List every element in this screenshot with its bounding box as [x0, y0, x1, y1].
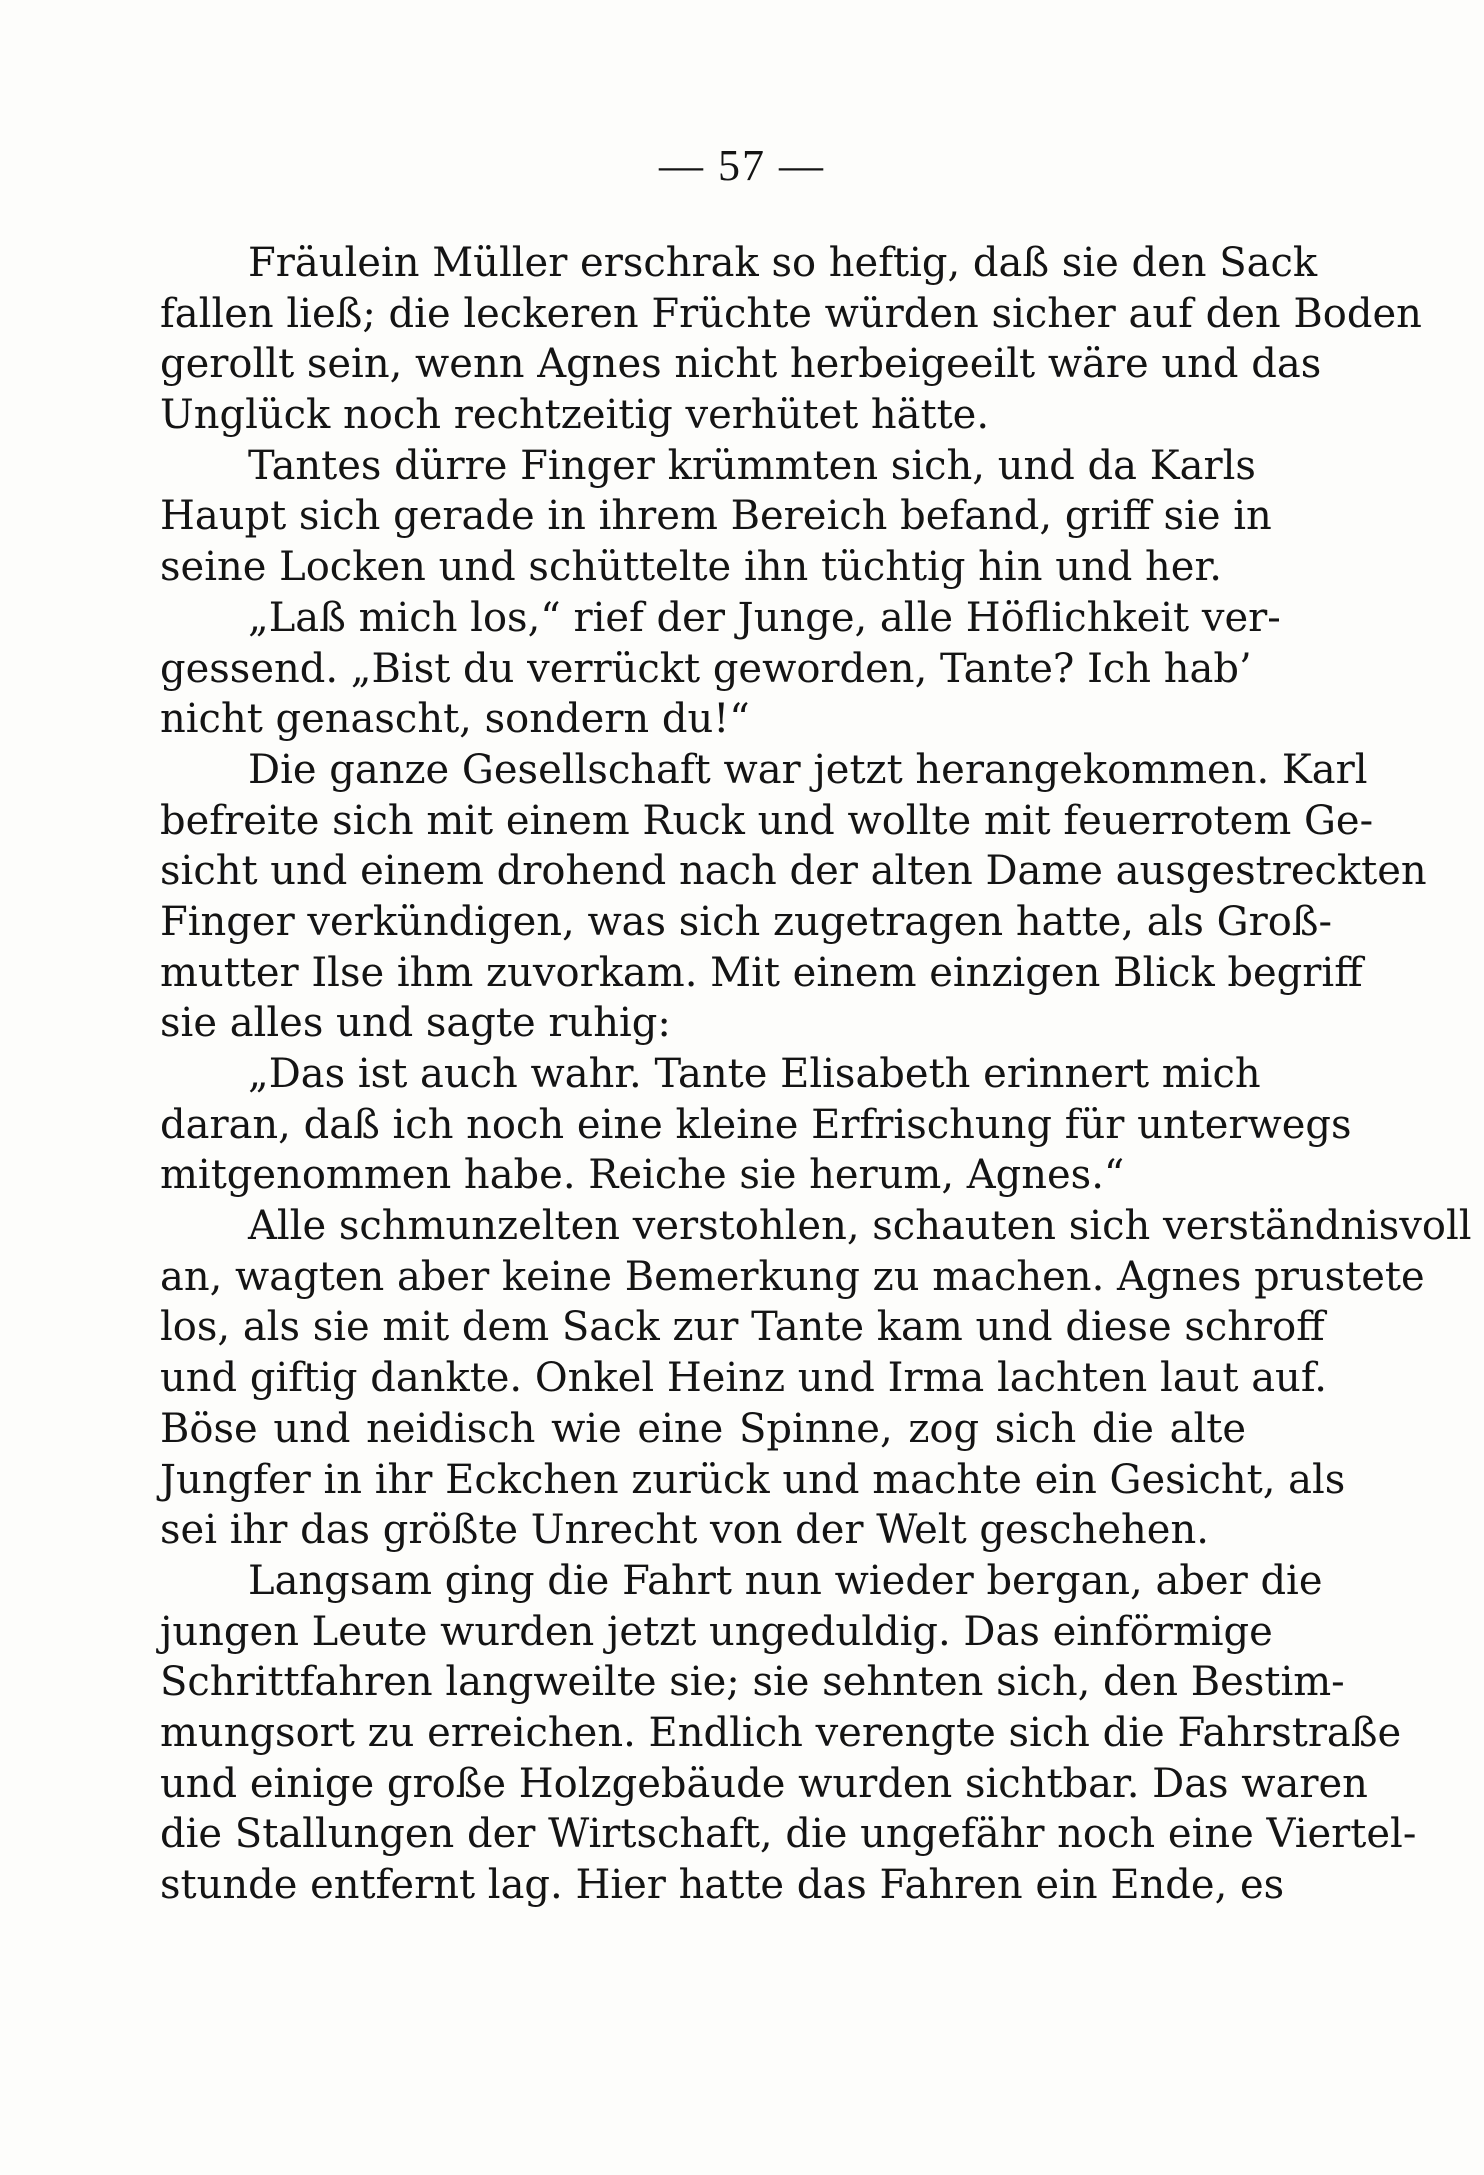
text-line: „Das ist auch wahr. Tante Elisabeth erinnert mich	[248, 1051, 1261, 1097]
text-line: Fräulein Müller erschrak so heftig, daß sie den Sack	[248, 240, 1318, 286]
text-line: an, wagten aber keine Bemerkung zu machen. Agnes prustete	[160, 1253, 1425, 1300]
text-line: und giftig dankte. Onkel Heinz und Irma lachten laut auf.	[160, 1355, 1327, 1402]
text-line: sie alles und sagte ruhig:	[160, 1000, 671, 1047]
text-line: befreite sich mit einem Ruck und wollte mit feuerrotem Ge-	[160, 797, 1374, 844]
text-line: sei ihr das größte Unrecht von der Welt geschehen.	[160, 1507, 1209, 1554]
text-line: Schrittfahren langweilte sie; sie sehnten sich, den Bestim-	[160, 1659, 1345, 1706]
text-line: stunde entfernt lag. Hier hatte das Fahren ein Ende, es	[160, 1862, 1285, 1908]
text-line: Die ganze Gesellschaft war jetzt herangekommen. Karl	[248, 746, 1368, 793]
text-line: Alle schmunzelten verstohlen, schauten sich verständnisvoll	[248, 1203, 1472, 1250]
text-line: „Laß mich los,“ rief der Junge, alle Höflichkeit ver-	[248, 594, 1281, 641]
text-line: fallen ließ; die leckeren Früchte würden sicher auf den Boden	[160, 290, 1422, 337]
text-line: Finger verkündigen, was sich zugetragen hatte, als Groß-	[160, 898, 1333, 945]
text-line: seine Locken und schüttelte ihn tüchtig hin und her.	[160, 544, 1222, 591]
text-line: daran, daß ich noch eine kleine Erfrischung für unterwegs	[160, 1101, 1352, 1148]
text-line: und einige große Holzgebäude wurden sichtbar. Das waren	[160, 1760, 1368, 1807]
text-line: gessend. „Bist du verrückt geworden, Tante? Ich hab’	[160, 645, 1252, 692]
text-line: mutter Ilse ihm zuvorkam. Mit einem einzigen Blick begriff	[160, 949, 1363, 996]
text-line: nicht genascht, sondern du!“	[160, 696, 750, 743]
text-line: los, als sie mit dem Sack zur Tante kam und diese schroff	[160, 1304, 1325, 1351]
text-line: jungen Leute wurden jetzt ungeduldig. Das einförmige	[160, 1608, 1273, 1655]
text-line: Langsam ging die Fahrt nun wieder bergan, aber die	[248, 1557, 1323, 1604]
text-line: Böse und neidisch wie eine Spinne, zog sich die alte	[160, 1405, 1246, 1452]
text-line: Tantes dürre Finger krümmten sich, und da Karls	[248, 442, 1256, 489]
text-line: Unglück noch rechtzeitig verhütet hätte.	[160, 392, 990, 439]
text-line: Jungfer in ihr Eckchen zurück und machte ein Gesicht, als	[160, 1456, 1346, 1503]
body-text	[160, 238, 1472, 1911]
text-line: die Stallungen der Wirtschaft, die ungefähr noch eine Viertel-	[160, 1811, 1417, 1858]
text-line: mungsort zu erreichen. Endlich verengte sich die Fahrstraße	[160, 1709, 1402, 1756]
text-line: sicht und einem drohend nach der alten Dame ausgestreckten	[160, 848, 1427, 895]
text-line: mitgenommen habe. Reiche sie herum, Agnes.“	[160, 1152, 1125, 1199]
text-line: Haupt sich gerade in ihrem Bereich befand, griff sie in	[160, 493, 1272, 540]
page-number: — 57 —	[659, 141, 825, 190]
text-line: gerollt sein, wenn Agnes nicht herbeigeeilt wäre und das	[160, 341, 1322, 388]
